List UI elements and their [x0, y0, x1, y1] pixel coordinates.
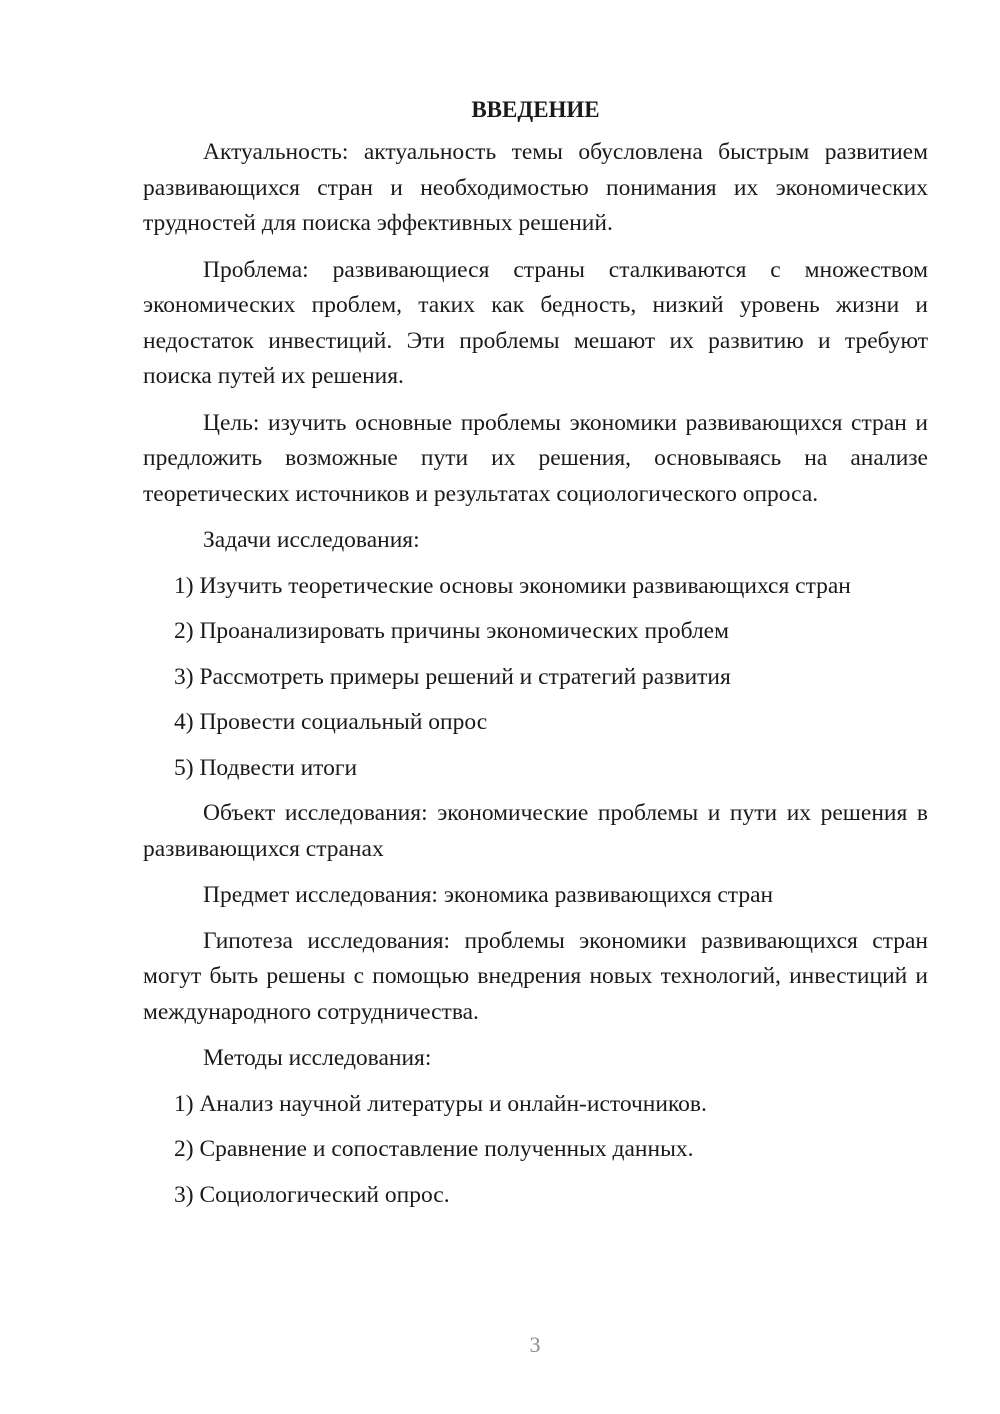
relevance-paragraph: Актуальность: актуальность темы обусловлена быстрым развитием развивающихся стран и необходимостью понимания их экономических трудностей для поиска эффективных решений. — [143, 139, 928, 236]
tasks-heading: Задачи исследования: — [203, 527, 420, 553]
method-item: 1) Анализ научной литературы и онлайн-источников. — [174, 1090, 707, 1117]
page-content — [143, 92, 928, 1223]
problem-paragraph: Проблема: развивающиеся страны сталкиваются с множеством экономических проблем, таких как бедность, низкий уровень жизни и недостаток инвестиций. Эти проблемы мешают их развитию и требуют поиска путей их решения. — [143, 256, 928, 389]
section-title: ВВЕДЕНИЕ — [471, 97, 600, 122]
task-item: 2) Проанализировать причины экономических проблем — [174, 618, 729, 644]
task-item: 4) Провести социальный опрос — [174, 709, 488, 735]
method-item: 2) Сравнение и сопоставление полученных данных. — [174, 1136, 694, 1162]
methods-heading: Методы исследования: — [203, 1045, 432, 1071]
hypothesis-paragraph: Гипотеза исследования: проблемы экономики развивающихся стран могут быть решены с помощью внедрения новых технологий, инвестиций и международного сотрудничества. — [143, 927, 928, 1025]
task-item: 1) Изучить теоретические основы экономики развивающихся стран — [174, 572, 851, 599]
page-number: 3 — [529, 1332, 541, 1357]
goal-paragraph: Цель: изучить основные проблемы экономики развивающихся стран и предложить возможные пути их решения, основываясь на анализе теоретических источников и результатах социологического опроса. — [143, 409, 928, 507]
task-item: 3) Рассмотреть примеры решений и стратегий развития — [174, 663, 731, 690]
subject-paragraph: Предмет исследования: экономика развивающихся стран — [203, 882, 774, 908]
task-item: 5) Подвести итоги — [174, 754, 358, 781]
object-paragraph: Объект исследования: экономические проблемы и пути их решения в развивающихся странах — [143, 800, 928, 862]
method-item: 3) Социологический опрос. — [174, 1181, 450, 1208]
